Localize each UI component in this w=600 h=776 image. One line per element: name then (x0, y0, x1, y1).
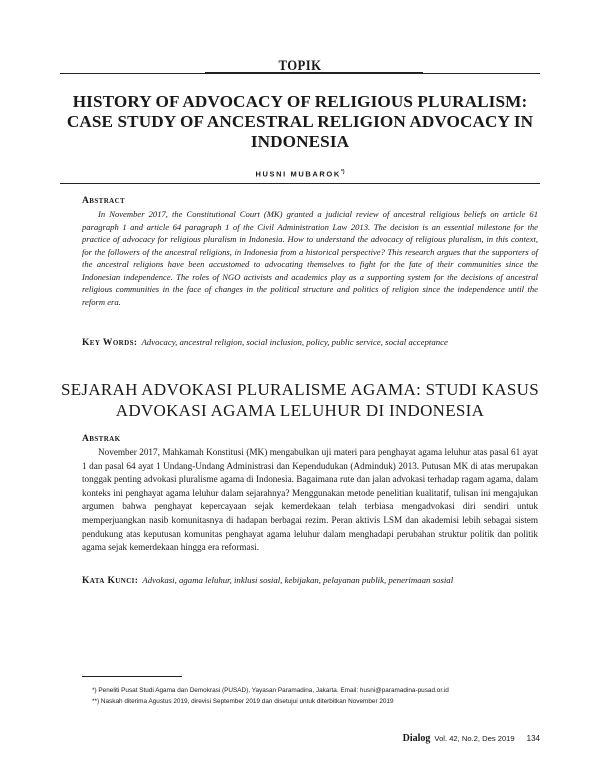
article-title-id: SEJARAH ADVOKASI PLURALISME AGAMA: STUDI KASUS ADVOKASI AGAMA LELUHUR DI INDONESIA (60, 380, 540, 420)
page-number: 134 (526, 734, 540, 743)
abstract-body-en: In November 2017, the Constitutional Court (MK) granted a judicial review of ancestral religious beliefs on article 61 paragraph 1 and article 64 paragraph 1 of the Civil Administration Law 2013. The decision is an essential milestone for the practice of advocacy for religious pluralism in Indonesia. How to understand the advocacy of religious pluralism, in this context, for the followers of the ancestral religions, in Indonesia from a historical perspective? This research argues that the supporters of the ancestral religions have been accustomed to advocating themselves to fight for the fate of their communities since the Indonesian independence. The roles of NGO activists and academics play as a supporting system for the decisions of ancestral religious communities in the face of changes in the political structure and politics of religion since the independence until the reform era. (82, 209, 538, 307)
footnote-dates: **) Naskah diterima Agustus 2019, direvisi September 2019 dan disetujui untuk diterbitkan November 2019 (92, 698, 394, 705)
abstract-body-id: November 2017, Mahkamah Konstitusi (MK) mengabulkan uji materi para penghayat agama leluhur atas pasal 61 ayat 1 dan pasal 64 ayat 1 Undang-Undang Administrasi dan Kependudukan (Adminduk) 2013. Putusan MK di atas merupakan tonggak penting advokasi pluralisme agama di Indonesia. Bagaimana rute dan jalan advokasi terhadap ragam agama, dalam konteks ini penghayat agama leluhur dalam sejarahnya? Menggunakan metode penelitian kualitatif, tulisan ini mengajukan argumen bahwa penghayat kepercayaan sejak kemerdekaan telah terbiasa mengadvokasi diri sendiri untuk memperjuangkan nasib komunitasnya di hadapan berbagai rezim. Peran aktivis LSM dan akademisi lebih sebagai sistem pendukung atas keputusan komunitas penghayat agama leluhur dalam menghadapi perubahan struktur politik dan politik agama sejak kemerdekaan hingga era reformasi. (82, 447, 538, 553)
keywords-list-en: Advocacy, ancestral religion, social inclusion, policy, public service, social acceptance (141, 337, 448, 347)
journal-issue: Vol. 42, No.2, Des 2019 (434, 734, 515, 743)
page-footer (0, 733, 540, 744)
keywords-id (82, 574, 538, 587)
footnote-rule (82, 676, 182, 677)
keywords-heading-en: Key Words: (82, 338, 138, 348)
keywords-en (82, 336, 538, 349)
journal-name: Dialog (402, 733, 431, 744)
keywords-list-id: Advokasi, agama leluhur, inklusi sosial, kebijakan, pelayanan publik, penerimaan sosial (142, 575, 454, 585)
section-label: TOPIK (278, 58, 322, 74)
article-title-en: HISTORY OF ADVOCACY OF RELIGIOUS PLURALISM: CASE STUDY OF ANCESTRAL RELIGION ADVOCACY IN INDONESIA (66, 92, 534, 151)
keywords-heading-id: Kata Kunci: (82, 576, 139, 586)
author-name: HUSNI MUBAROK (255, 169, 341, 179)
author-footnote-mark: *) (340, 169, 345, 175)
abstract-heading-en: Abstract (82, 196, 126, 206)
author-rule (60, 183, 540, 184)
abstract-heading-id: Abstrak (82, 434, 121, 444)
footnote-affiliation: *) Peneliti Pusat Studi Agama dan Demokrasi (PUSAD), Yayasan Paramadina, Jakarta. Email: husni@paramadina-pusad.or.id (92, 687, 449, 694)
author-line (0, 169, 600, 179)
